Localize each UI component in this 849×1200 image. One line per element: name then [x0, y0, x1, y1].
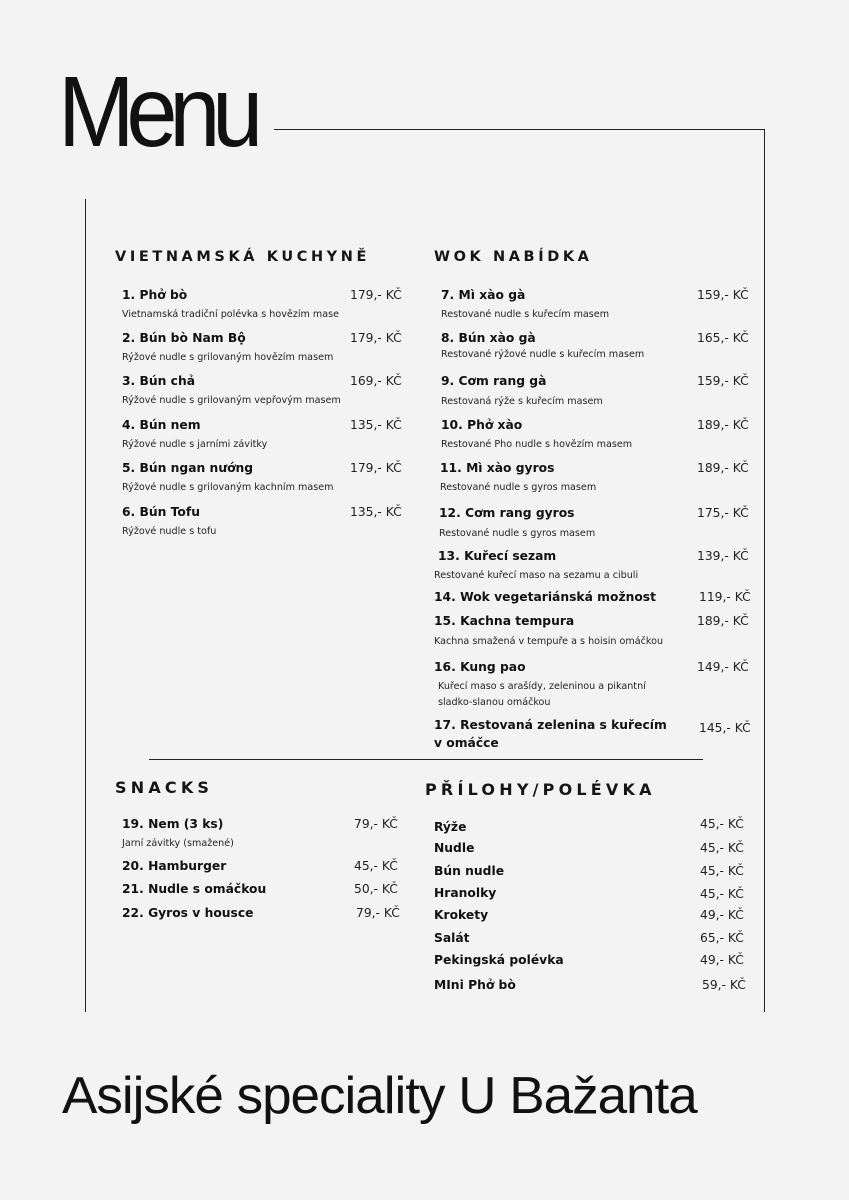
item-price: 45,- KČ: [700, 864, 744, 878]
item-name: 20. Hamburger: [122, 859, 227, 873]
item-price: 149,- KČ: [697, 660, 749, 674]
section-divider: [149, 759, 703, 760]
item-name: Pekingská polévka: [434, 953, 564, 967]
section-title-sides: PŘÍLOHY/POLÉVKA: [425, 780, 656, 799]
item-description: Restované nudle s kuřecím masem: [441, 309, 610, 320]
item-description: Rýžové nudle s grilovaným hovězím masem: [122, 352, 334, 363]
item-price: 159,- KČ: [697, 288, 749, 302]
section-title-snacks: SNACKS: [115, 778, 214, 797]
item-price: 79,- KČ: [356, 906, 400, 920]
item-description: Restované kuřecí maso na sezamu a cibuli: [434, 570, 639, 581]
item-name: 17. Restovaná zelenina s kuřecím: [434, 718, 667, 732]
item-name: 8. Bún xào gà: [441, 331, 536, 345]
item-name: Hranolky: [434, 886, 497, 900]
item-price: 49,- KČ: [700, 953, 744, 967]
section-title-wok: WOK NABÍDKA: [434, 249, 593, 265]
item-name: 16. Kung pao: [434, 660, 526, 674]
item-description: Restovaná rýže s kuřecím masem: [441, 396, 603, 407]
item-price: 119,- KČ: [699, 590, 751, 604]
item-price: 145,- KČ: [699, 721, 751, 735]
frame-top-line: [274, 129, 765, 130]
item-name: 5. Bún ngan nướng: [122, 461, 254, 475]
item-name: 15. Kachna tempura: [434, 614, 575, 628]
item-price: 189,- KČ: [697, 418, 749, 432]
item-price: 139,- KČ: [697, 549, 749, 563]
item-description: Jarní závitky (smažené): [122, 838, 234, 849]
item-name: MIni Phở bò: [434, 978, 516, 992]
item-name: Bún nudle: [434, 864, 505, 878]
item-name: 14. Wok vegetariánská možnost: [434, 590, 656, 604]
item-price: 45,- KČ: [700, 887, 744, 901]
item-name: 21. Nudle s omáčkou: [122, 882, 267, 896]
item-description: Vietnamská tradiční polévka s hovězím mase: [122, 309, 340, 320]
item-price: 45,- KČ: [700, 817, 744, 831]
item-name: 6. Bún Tofu: [122, 505, 200, 519]
item-name: Salát: [434, 931, 470, 945]
item-description: Restované rýžové nudle s kuřecím masem: [441, 349, 645, 360]
item-name: 2. Bún bò Nam Bộ: [122, 331, 246, 345]
item-price: 49,- KČ: [700, 908, 744, 922]
item-price: 65,- KČ: [700, 931, 744, 945]
item-name: Krokety: [434, 908, 489, 922]
item-price: 135,- KČ: [350, 418, 402, 432]
item-name: 19. Nem (3 ks): [122, 817, 224, 831]
item-price: 179,- KČ: [350, 331, 402, 345]
item-price: 175,- KČ: [697, 506, 749, 520]
item-name: 3. Bún chả: [122, 374, 196, 388]
item-price: 165,- KČ: [697, 331, 749, 345]
item-description-line2: sladko-slanou omáčkou: [438, 697, 551, 708]
item-description: Restované Pho nudle s hovězím masem: [441, 439, 633, 450]
menu-title: Menu: [58, 56, 256, 168]
item-price: 189,- KČ: [697, 614, 749, 628]
section-title-vietnamese: VIETNAMSKÁ KUCHYNĚ: [115, 249, 371, 265]
item-price: 179,- KČ: [350, 288, 402, 302]
item-price: 59,- KČ: [702, 978, 746, 992]
item-name: Rýže: [434, 820, 467, 834]
item-description: Rýžové nudle s grilovaným kachním masem: [122, 482, 334, 493]
footer-title: Asijské speciality U Bažanta: [62, 1067, 697, 1125]
item-price: 79,- KČ: [354, 817, 398, 831]
item-price: 45,- KČ: [354, 859, 398, 873]
item-description: Kachna smažená v tempuře a s hoisin omáčkou: [434, 636, 664, 647]
item-price: 189,- KČ: [697, 461, 749, 475]
item-description: Rýžové nudle s grilovaným vepřovým masem: [122, 395, 341, 406]
frame-left-line: [85, 199, 86, 1012]
item-price: 159,- KČ: [697, 374, 749, 388]
item-description: Restované nudle s gyros masem: [439, 528, 596, 539]
item-name: 4. Bún nem: [122, 418, 201, 432]
item-price: 50,- KČ: [354, 882, 398, 896]
item-name: 10. Phở xào: [441, 418, 523, 432]
item-name: 12. Cơm rang gyros: [439, 506, 575, 520]
item-price: 169,- KČ: [350, 374, 402, 388]
item-name-line2: v omáčce: [434, 736, 499, 750]
item-price: 135,- KČ: [350, 505, 402, 519]
item-description: Rýžové nudle s jarními závitky: [122, 439, 268, 450]
item-description: Restované nudle s gyros masem: [440, 482, 597, 493]
item-price: 45,- KČ: [700, 841, 744, 855]
item-description: Rýžové nudle s tofu: [122, 526, 217, 537]
item-description: Kuřecí maso s arašídy, zeleninou a pikantní: [438, 681, 646, 692]
item-name: 22. Gyros v housce: [122, 906, 254, 920]
frame-right-line: [764, 129, 765, 1012]
item-name: 7. Mì xào gà: [441, 288, 526, 302]
item-name: 13. Kuřecí sezam: [438, 549, 557, 563]
item-name: Nudle: [434, 841, 475, 855]
item-name: 1. Phở bò: [122, 288, 188, 302]
item-price: 179,- KČ: [350, 461, 402, 475]
item-name: 9. Cơm rang gà: [441, 374, 547, 388]
item-name: 11. Mì xào gyros: [440, 461, 555, 475]
